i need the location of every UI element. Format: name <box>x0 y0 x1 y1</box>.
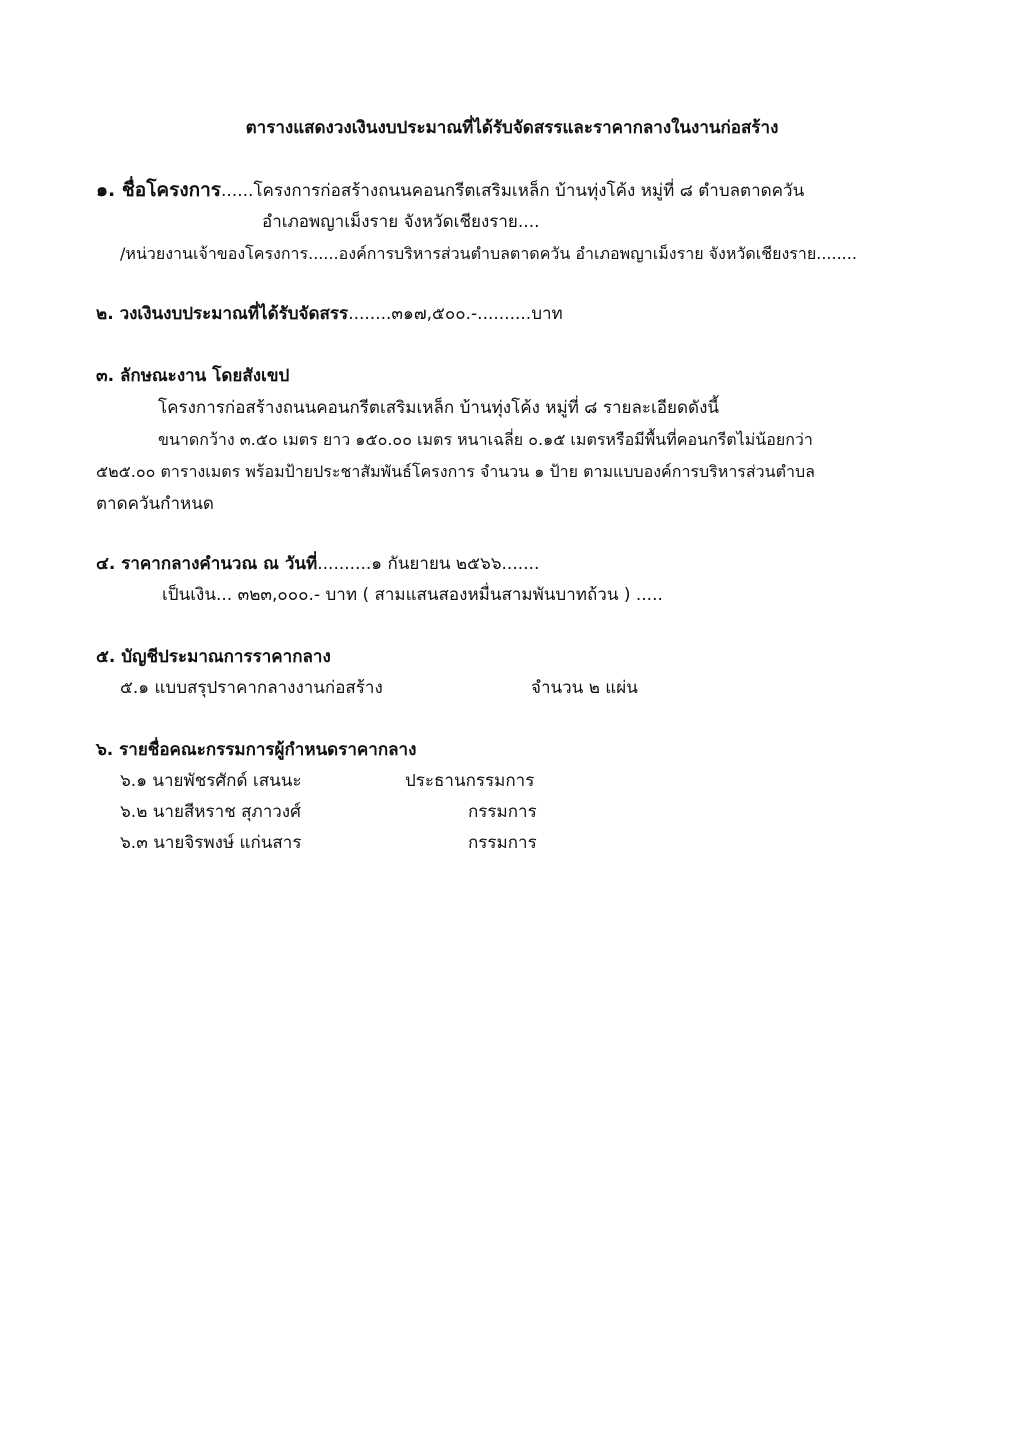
section-6-label: ๖. รายชื่อคณะกรรมการผู้กำหนดราคากลาง <box>96 740 417 760</box>
section-1-owner: /หน่วยงานเจ้าของโครงการ......องค์การบริหารส่วนตำบลตาดควัน อำเภอพญาเม็งราย จังหวัดเชียงราย........ <box>120 244 857 263</box>
section-3-paragraph-2b: ๕๒๕.๐๐ ตารางเมตร พร้อมป้ายประชาสัมพันธ์โครงการ จำนวน ๑ ป้าย ตามแบบองค์การบริหารส่วนตำบล <box>96 462 815 481</box>
section-5-item: ๕.๑ แบบสรุปราคากลางงานก่อสร้าง <box>120 678 383 698</box>
section-2-value: ........๓๑๗,๕๐๐.-..........บาท <box>348 304 563 324</box>
document-title: ตารางแสดงวงเงินงบประมาณที่ได้รับจัดสรรและราคากลางในงานก่อสร้าง <box>245 118 779 138</box>
committee-member-role: กรรมการ <box>468 833 537 853</box>
section-4-amount: เป็นเงิน... ๓๒๓,๐๐๐.- บาท ( สามแสนสองหมื่นสามพันบาทถ้วน ) ..... <box>162 585 663 605</box>
section-2-label: ๒. วงเงินงบประมาณที่ได้รับจัดสรร <box>96 304 349 324</box>
section-4-line <box>96 552 539 576</box>
section-3-paragraph-1: โครงการก่อสร้างถนนคอนกรีตเสริมเหล็ก บ้านทุ่งโค้ง หมู่ที่ ๘ รายละเอียดดังนี้ <box>158 398 719 418</box>
section-3-paragraph-2a: ขนาดกว้าง ๓.๕๐ เมตร ยาว ๑๕๐.๐๐ เมตร หนาเฉลี่ย ๐.๑๕ เมตรหรือมีพื้นที่คอนกรีตไม่น้อยกว่า <box>158 430 813 449</box>
section-4-date: ..........๑ กันยายน ๒๕๖๖....... <box>317 554 540 574</box>
committee-member-role: ประธานกรรมการ <box>405 771 535 791</box>
section-5-label: ๕. บัญชีประมาณการราคากลาง <box>96 647 331 667</box>
committee-member-name: ๖.๒ นายสีหราช สุภาวงศ์ <box>120 802 301 822</box>
section-1-value-2: อำเภอพญาเม็งราย จังหวัดเชียงราย.... <box>262 212 540 232</box>
section-5-quantity: จำนวน ๒ แผ่น <box>531 678 638 698</box>
section-1-line-1 <box>96 178 804 203</box>
committee-member-name: ๖.๑ นายพัชรศักด์ เสนนะ <box>120 771 302 791</box>
committee-member-name: ๖.๓ นายจิรพงษ์ แก่นสาร <box>120 833 302 853</box>
section-1-value-1: ......โครงการก่อสร้างถนนคอนกรีตเสริมเหล็ก บ้านทุ่งโค้ง หมู่ที่ ๘ ตำบลตาดควัน <box>220 181 805 201</box>
section-1-label: ๑. ชื่อโครงการ <box>96 179 221 201</box>
section-2-line <box>96 302 563 326</box>
section-3-label: ๓. ลักษณะงาน โดยสังเขป <box>96 366 290 386</box>
section-4-label: ๔. ราคากลางคำนวณ ณ วันที่ <box>96 554 318 574</box>
section-3-paragraph-2c: ตาดควันกำหนด <box>96 494 214 514</box>
committee-member-role: กรรมการ <box>468 802 537 822</box>
